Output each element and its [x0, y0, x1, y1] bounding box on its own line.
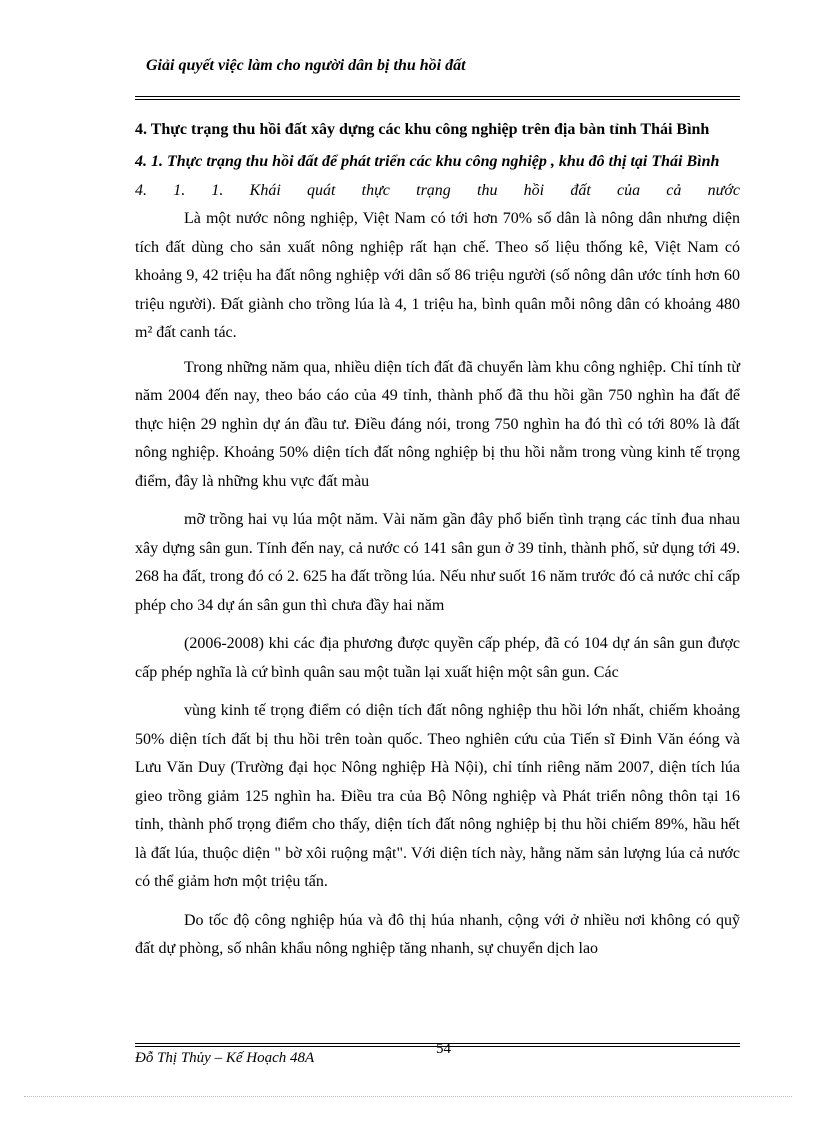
- section-heading-4: 4. Thực trạng thu hồi đất xây dựng các khu công nghiệp trên địa bàn tỉnh Thái Bình: [135, 121, 710, 138]
- section-heading-4-1-1: 4. 1. 1. Khái quát thực trạng thu hồi đất của cả nước: [135, 182, 740, 199]
- page-number: 54: [436, 1041, 451, 1057]
- paragraph-1: Là một nước nông nghiệp, Việt Nam có tới hơn 70% số dân là nông dân nhưng diện tích đất dùng cho sản xuất nông nghiệp rất hạn chế. Theo số liệu thống kê, Việt Nam có khoảng 9, 42 triệu ha đất nông nghiệp với dân số 86 triệu người (số nông dân ước tính hơn 60 triệu người). Đất giành cho trồng lúa là 4, 1 triệu ha, bình quân mỗi nông dân có khoảng 480 m² đất canh tác.: [135, 210, 740, 341]
- paragraph-2: Trong những năm qua, nhiều diện tích đất đã chuyển làm khu công nghiệp. Chỉ tính từ năm 2004 đến nay, theo báo cáo của 49 tỉnh, thành phố đã thu hồi gần 750 nghìn ha đất để thực hiện 29 nghìn dự án đầu tư. Điều đáng nói, trong 750 nghìn ha đó thì có tới 80% là đất nông nghiệp. Khoảng 50% diện tích đất nông nghiệp bị thu hồi nằm trong vùng kinh tế trọng điểm, đây là những khu vực đất màu: [135, 358, 740, 490]
- page-edge-divider: [24, 1096, 792, 1097]
- header-rule-inner: [135, 99, 740, 100]
- paragraph-3: mỡ trồng hai vụ lúa một năm. Vài năm gần đây phổ biến tình trạng các tỉnh đua nhau xây dựng sân gun. Tính đến nay, cả nước có 141 sân gun ở 39 tỉnh, thành phố, sử dụng tới 49. 268 ha đất, trong đó có 2. 625 ha đất trồng lúa. Nếu như suốt 16 năm trước đó cả nước chỉ cấp phép cho 34 dự án sân gun thì chưa đầy hai năm: [135, 511, 740, 614]
- section-heading-4-1: 4. 1. Thực trạng thu hồi đất để phát triển các khu công nghiệp , khu đô thị tại Thái Bình: [135, 153, 720, 170]
- paragraph-6: Do tốc độ công nghiệp húa và đô thị húa nhanh, cộng với ở nhiều nơi không có quỹ đất dự phòng, số nhân khẩu nông nghiệp tăng nhanh, sự chuyển dịch lao: [135, 911, 740, 957]
- footer-author: Đỗ Thị Thủy – Kế Hoạch 48A: [135, 1050, 315, 1066]
- page-body: [135, 117, 740, 964]
- header-rule: [135, 96, 740, 97]
- paragraph-5: vùng kinh tế trọng điểm có diện tích đất nông nghiệp thu hồi lớn nhất, chiếm khoảng 50% diện tích đất bị thu hồi trên toàn quốc. Theo nghiên cứu của Tiến sĩ Đinh Văn éóng và Lưu Văn Duy (Trường đại học Nông nghiệp Hà Nội), chỉ tính riêng năm 2007, diện tích lúa gieo trồng giảm 125 nghìn ha. Điều tra của Bộ Nông nghiệp và Phát triển nông thôn tại 16 tỉnh, thành phố trọng điểm cho thấy, diện tích đất nông nghiệp bị thu hồi chiếm 89%, hầu hết là đất lúa, thuộc diện " bờ xôi ruộng mật". Với diện tích này, hằng năm sản lượng lúa cả nước có thể giảm hơn một triệu tấn.: [135, 702, 740, 890]
- running-header-title: Giải quyết việc làm cho người dân bị thu hồi đất: [146, 57, 466, 74]
- paragraph-4: (2006-2008) khi các địa phương được quyền cấp phép, đã có 104 dự án sân gun được cấp phép nghĩa là cứ bình quân sau một tuần lại xuất hiện một sân gun. Các: [135, 635, 740, 681]
